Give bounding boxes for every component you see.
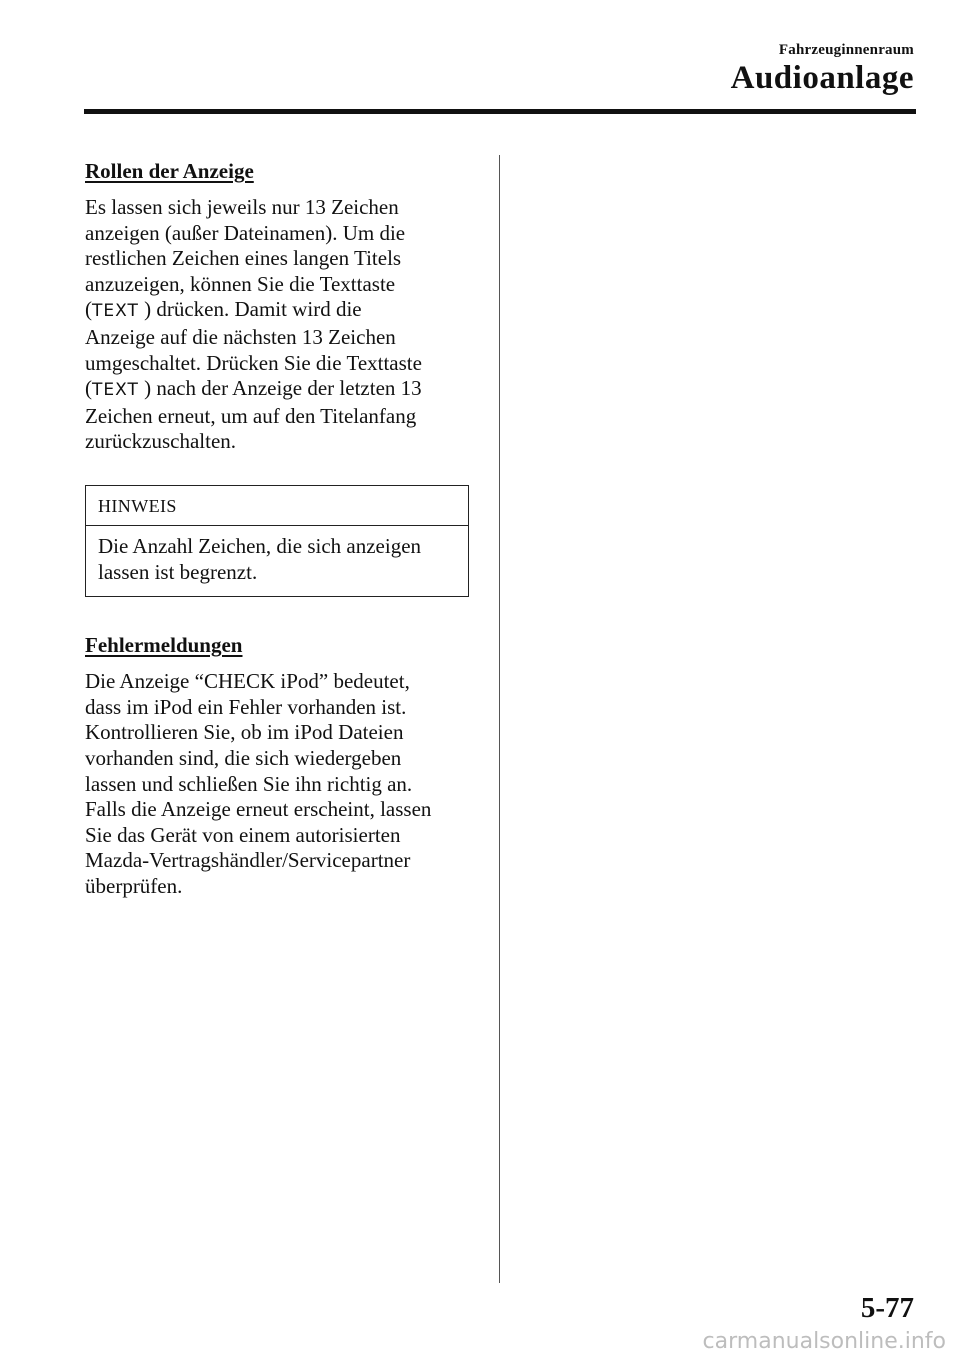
section-label: Fahrzeuginnenraum (778, 42, 914, 58)
scroll-text-part-4: ) nach der Anzeige der letzten 13 (144, 376, 422, 401)
note-heading: HINWEIS (86, 486, 468, 526)
text-key-glyph: TEXT (92, 380, 139, 401)
scroll-text-part-2: ) drücken. Damit wird die (144, 297, 362, 322)
scroll-text-part-5: Zeichen erneut, um auf den Titelanfang zurückzuschalten. (85, 403, 417, 454)
error-messages-heading: Fehlermeldungen (85, 633, 243, 658)
left-column (85, 156, 470, 899)
note-body: Die Anzahl Zeichen, die sich anzeigen lassen ist begrenzt. (98, 533, 422, 584)
page-title: Audioanlage (730, 60, 914, 96)
scroll-display-heading: Rollen der Anzeige (85, 159, 254, 183)
scroll-display-paragraph: Es lassen sich jeweils nur 13 Zeichen anzeigen (außer Dateinamen). Um die restlichen Zeichen eines langen Titels anzuzeigen, können Sie die Texttaste (TEXT ) drücken. Damit wird die Anzeige auf die nächsten 13 Zeichen umgeschaltet. Drücken Sie die Texttaste (TEXT ) nach der Anzeige der letzten 13 Zeichen erneut, um auf den Titelanfang zurückzuschalten. (85, 195, 422, 454)
note-box (85, 485, 469, 597)
scroll-text-part-3: Anzeige auf die nächsten 13 Zeichen umgeschaltet. Drücken Sie die Texttaste (85, 324, 422, 375)
header-rule (84, 109, 916, 114)
watermark: carmanualsonline.info (702, 1329, 946, 1354)
column-divider (499, 155, 500, 1283)
scroll-text-part-1: Es lassen sich jeweils nur 13 Zeichen anzeigen (außer Dateinamen). Um die restlichen Zeichen eines langen Titels anzuzeigen, können Sie die Texttaste (85, 195, 406, 296)
text-key-glyph: TEXT (92, 301, 139, 322)
error-messages-paragraph: Die Anzeige “CHECK iPod” bedeutet, dass im iPod ein Fehler vorhanden ist. Kontrollieren Sie, ob im iPod Dateien vorhanden sind, die sich wiedergeben lassen und schließen Sie ihn richtig an. Falls die Anzeige erneut erscheint, lassen Sie das Gerät von einem autorisierten Mazda-Vertragshändler/Servicepartner überprüfen. (85, 669, 432, 898)
page-number: 5-77 (860, 1292, 914, 1324)
